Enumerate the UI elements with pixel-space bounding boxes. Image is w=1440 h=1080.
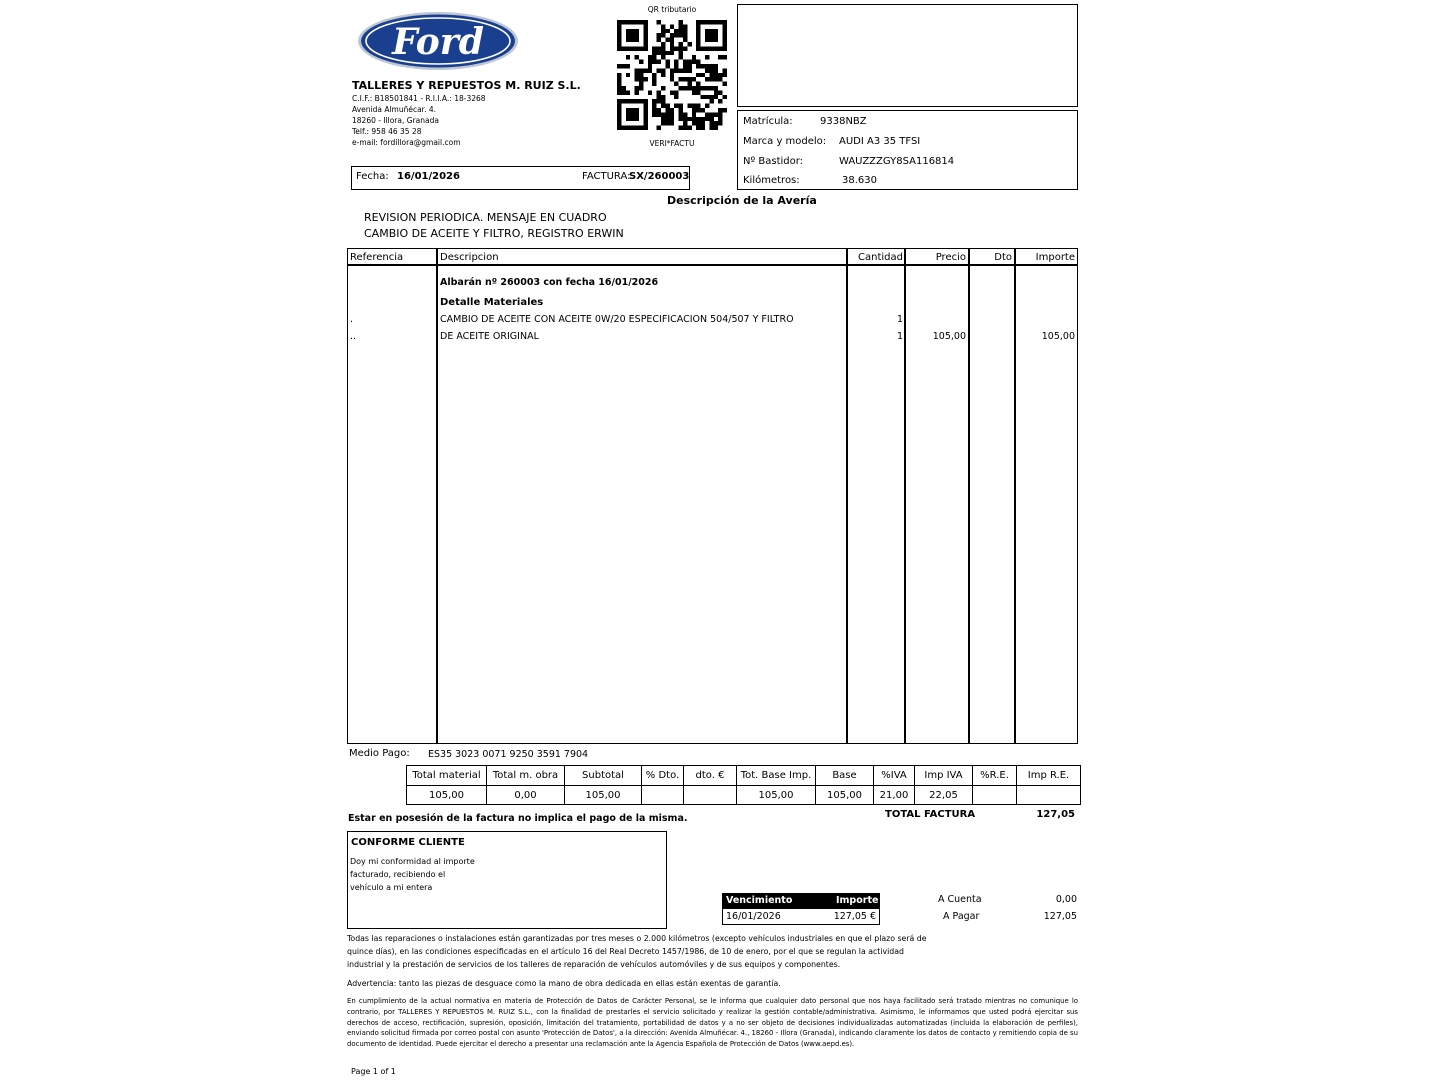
col-divider <box>968 248 970 744</box>
row1-cant: 1 <box>896 314 903 325</box>
company-cif: C.I.F.: B18501841 - R.I.I.A.: 18-3268 <box>352 94 486 103</box>
th-descripcion: Descripcion <box>440 252 499 263</box>
factura-number: SX/260003 <box>629 171 690 182</box>
th-imp-re: Imp R.E. <box>1017 766 1081 786</box>
invoice-header-box <box>351 166 690 190</box>
vehicle-box <box>737 110 1078 190</box>
bastidor-label: Nº Bastidor: <box>743 156 804 167</box>
th-precio: Precio <box>935 252 966 263</box>
a-pagar-label: A Pagar <box>943 911 980 922</box>
th-imp-iva: Imp IVA <box>915 766 973 786</box>
factura-label: FACTURA: <box>582 171 631 182</box>
company-address1: Avenida Almuñécar. 4. <box>352 105 437 114</box>
qr-label-top: QR tributario <box>647 5 697 14</box>
vencimiento-h1: Vencimiento <box>726 895 793 906</box>
imp-re <box>1017 786 1081 805</box>
pct-dto <box>642 786 684 805</box>
pct-iva: 21,00 <box>874 786 915 805</box>
marca-label: Marca y modelo: <box>743 136 827 147</box>
dto-eur <box>684 786 737 805</box>
qr-code-icon <box>617 20 727 130</box>
a-cuenta-value: 0,00 <box>1055 894 1077 905</box>
total-material: 105,00 <box>407 786 487 805</box>
company-address2: 18260 - Illora, Granada <box>352 116 439 125</box>
base: 105,00 <box>816 786 874 805</box>
averia-line1: REVISION PERIODICA. MENSAJE EN CUADRO <box>364 211 607 224</box>
tot-base: 105,00 <box>737 786 816 805</box>
conforme-line2: facturado, recibiendo el <box>350 870 446 879</box>
payment-iban: ES35 3023 0071 9250 3591 7904 <box>428 749 589 760</box>
th-pct-iva: %IVA <box>874 766 915 786</box>
total-mobra: 0,00 <box>487 786 565 805</box>
ford-logo <box>356 10 520 72</box>
company-name: TALLERES Y REPUESTOS M. RUIZ S.L. <box>352 79 581 92</box>
company-email: e-mail: fordillora@gmail.com <box>352 138 461 147</box>
th-total-mobra: Total m. obra <box>487 766 565 786</box>
page-number: Page 1 of 1 <box>351 1067 396 1076</box>
averia-title: Descripción de la Avería <box>667 194 817 207</box>
th-referencia: Referencia <box>350 252 404 263</box>
fecha-value: 16/01/2026 <box>397 171 460 182</box>
th-tot-base: Tot. Base Imp. <box>737 766 816 786</box>
th-importe: Importe <box>1035 252 1075 263</box>
subtotal: 105,00 <box>565 786 642 805</box>
col-divider <box>436 248 438 744</box>
row1-desc: CAMBIO DE ACEITE CON ACEITE 0W/20 ESPECIFICACION 504/507 Y FILTRO <box>440 314 794 325</box>
th-dto-eur: dto. € <box>684 766 737 786</box>
col-divider <box>904 248 906 744</box>
th-dto: Dto <box>994 252 1012 263</box>
th-cantidad: Cantidad <box>858 252 903 263</box>
row2-ref: .. <box>350 331 357 342</box>
km-label: Kilómetros: <box>743 175 800 186</box>
a-cuenta-label: A Cuenta <box>938 894 982 905</box>
th-base: Base <box>816 766 874 786</box>
payment-label: Medio Pago: <box>349 748 410 759</box>
totals-table <box>406 765 1081 805</box>
th-pct-dto: % Dto. <box>642 766 684 786</box>
detalle-materiales: Detalle Materiales <box>440 297 544 308</box>
logo-text: Ford <box>392 21 484 63</box>
a-pagar-value: 127,05 <box>1043 911 1077 922</box>
vencimiento-fecha: 16/01/2026 <box>726 911 781 922</box>
albaran-line: Albarán nº 260003 con fecha 16/01/2026 <box>440 277 659 288</box>
advertencia-text: Advertencia: tanto las piezas de desguace como la mano de obra dedicada en ellas están exentas de garantía. <box>347 979 781 988</box>
total-factura-label: TOTAL FACTURA <box>885 809 976 820</box>
vencimiento-importe: 127,05 € <box>833 911 876 922</box>
vencimiento-table <box>722 893 880 925</box>
marca-value: AUDI A3 35 TFSI <box>839 136 921 147</box>
matricula-value: 9338NBZ <box>820 116 867 127</box>
company-phone: Telf.: 958 46 35 28 <box>352 127 422 136</box>
matricula-label: Matrícula: <box>743 116 793 127</box>
total-factura-value: 127,05 <box>1036 809 1075 820</box>
payment-notice: Estar en posesión de la factura no implica el pago de la misma. <box>348 813 688 824</box>
fecha-label: Fecha: <box>356 171 389 182</box>
conforme-line1: Doy mi conformidad al importe <box>350 857 475 866</box>
col-divider <box>1014 248 1016 744</box>
row2-cant: 1 <box>896 331 903 342</box>
th-subtotal: Subtotal <box>565 766 642 786</box>
conforme-box <box>347 831 667 929</box>
conforme-title: CONFORME CLIENTE <box>351 837 465 848</box>
th-pct-re: %R.E. <box>973 766 1017 786</box>
row2-precio: 105,00 <box>932 331 966 342</box>
averia-line2: CAMBIO DE ACEITE Y FILTRO, REGISTRO ERWIN <box>364 227 624 240</box>
row1-ref: . <box>350 314 354 325</box>
row2-importe: 105,00 <box>1041 331 1075 342</box>
bastidor-value: WAUZZZGY8SA116814 <box>839 156 955 167</box>
vencimiento-h2: Importe <box>836 895 879 906</box>
row2-desc: DE ACEITE ORIGINAL <box>440 331 539 342</box>
garantia-text: Todas las reparaciones o instalaciones están garantizadas por tres meses o 2.000 kilómetros (excepto vehículos industriales en que el plazo será de quince días), en las condiciones especificadas en el artículo 16 del Real Decreto 1457/1986, de 10 de enero, por el que se regulan la actividad industrial y la prestación de servicios de los talleres de reparación de vehículos automóviles y de sus equipos y componentes. <box>347 934 927 969</box>
pct-re <box>973 786 1017 805</box>
proteccion-datos-text: En cumplimiento de la actual normativa en materia de Protección de Datos de Carácter Personal, se le informa que cualquier dato personal que nos haya facilitado será tratado mientras no comunique lo contrario, por TALLERES Y REPUESTOS M. RUIZ S.L., con la finalidad de prestarles el servicio solicitado y realizar la gestión contable/administrativa. Asimismo, le informamos que usted podrá ejercitar sus derechos de acceso, rectificación, supresión, oposición, limitación del tratamiento, portabilidad de datos y a no ser objeto de decisiones individualizadas automatizadas (incluida la elaboración de perfiles), enviando solicitud firmada por correo postal con asunto 'Protección de Datos', a la dirección: Avenida Almuñécar. 4., 18260 - Illora (Granada), indicando claramente los datos de contacto y remitiendo copia de su documento de identidad. Puede ejercitar el derecho a presentar una reclamación ante la Agencia Española de Protección de Datos (www.aepd.es). <box>347 997 1078 1049</box>
qr-label-bottom: VERI*FACTU <box>649 139 695 148</box>
conforme-line3: vehículo a mi entera <box>350 883 433 892</box>
imp-iva: 22,05 <box>915 786 973 805</box>
km-value: 38.630 <box>842 175 877 186</box>
th-total-material: Total material <box>407 766 487 786</box>
address-box <box>737 4 1078 107</box>
